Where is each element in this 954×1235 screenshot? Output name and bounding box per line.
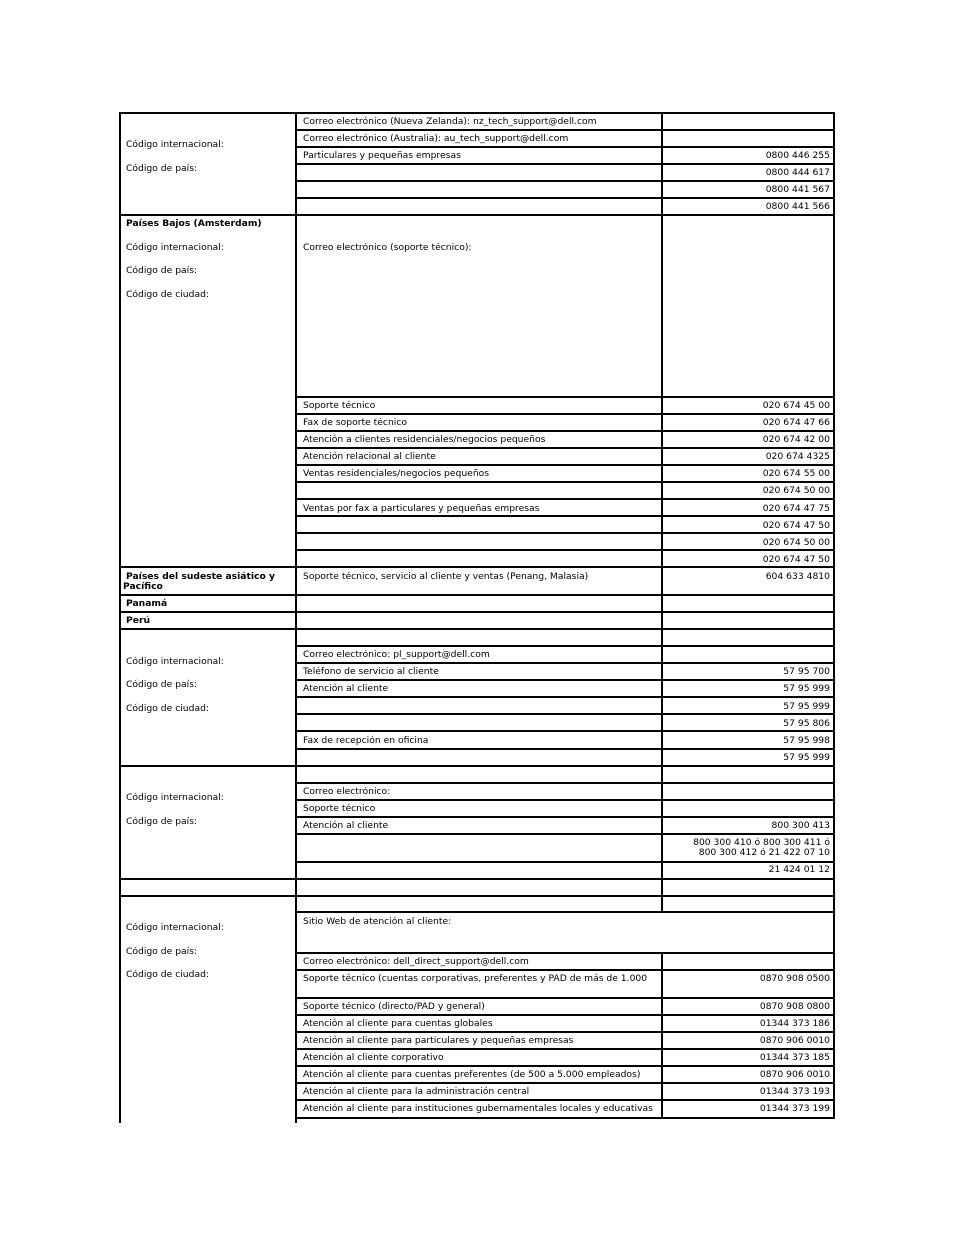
phone-number: 0800 444 617 [765, 167, 830, 178]
cell-separator [295, 532, 835, 534]
row-separator [119, 594, 835, 596]
row-separator [119, 214, 835, 216]
table-col-divider-2b [661, 953, 663, 1118]
city-code-label: Código de ciudad: [126, 969, 210, 980]
phone-number: 0870 908 0500 [759, 973, 830, 984]
phone-number: 800 300 412 ó 21 422 07 10 [698, 847, 830, 858]
phone-number: 0800 441 566 [765, 201, 830, 212]
cell-separator [295, 413, 835, 415]
email-uk-link[interactable]: Correo electrónico: dell_direct_support@dell.com [303, 956, 529, 967]
row-label: Ventas residenciales/negocios pequeños [303, 468, 490, 479]
cell-separator [295, 645, 835, 647]
cell-separator [295, 1031, 835, 1033]
cell-separator [295, 396, 835, 398]
cell-separator [295, 662, 835, 664]
cell-separator [295, 146, 835, 148]
phone-number: 01344 373 199 [759, 1103, 830, 1114]
cell-separator [295, 180, 835, 182]
international-code-label: Código internacional: [126, 139, 224, 150]
international-code-label: Código internacional: [126, 242, 224, 253]
phone-number: 0870 906 0010 [759, 1069, 830, 1080]
row-label: Atención al cliente para cuentas preferentes (de 500 a 5.000 empleados) [303, 1069, 641, 1080]
cell-separator [295, 163, 835, 165]
email-support-link[interactable]: Correo electrónico (soporte técnico): [303, 242, 472, 253]
cell-separator [295, 1014, 835, 1016]
phone-number: 020 674 47 50 [762, 554, 830, 565]
row-label: Atención al cliente [303, 820, 389, 831]
cell-separator [295, 481, 835, 483]
country-code-label: Código de país: [126, 946, 198, 957]
country-code-label: Código de país: [126, 265, 198, 276]
phone-number: 020 674 47 75 [762, 503, 830, 514]
email-au-link[interactable]: Correo electrónico (Australia): au_tech_support@dell.com [303, 133, 569, 144]
table-right-border [833, 112, 835, 1119]
row-separator [119, 895, 835, 897]
phone-number: 800 300 410 ó 800 300 411 ó [693, 837, 830, 848]
phone-number: 0800 446 255 [765, 150, 830, 161]
row-label: Soporte técnico, servicio al cliente y ventas (Penang, Malasia) [303, 571, 589, 582]
phone-number: 020 674 50 00 [762, 485, 830, 496]
row-label: Atención al cliente corporativo [303, 1052, 444, 1063]
country-code-label: Código de país: [126, 163, 198, 174]
cell-separator [295, 430, 835, 432]
phone-number: 01344 373 185 [759, 1052, 830, 1063]
cell-separator [295, 730, 835, 732]
city-code-label: Código de ciudad: [126, 289, 210, 300]
cell-separator [295, 799, 835, 801]
row-separator [119, 566, 835, 568]
cell-separator [295, 816, 835, 818]
phone-number: 0870 908 0800 [759, 1001, 830, 1012]
cell-separator [295, 969, 835, 971]
cell-separator [295, 1099, 835, 1101]
cell-separator [295, 748, 835, 750]
cell-separator [295, 197, 835, 199]
row-label: Atención al cliente para la administración central [303, 1086, 530, 1097]
phone-number: 020 674 4325 [765, 451, 830, 462]
row-separator [119, 628, 835, 630]
row-label: Soporte técnico [303, 400, 376, 411]
row-label: Particulares y pequeñas empresas [303, 150, 461, 161]
row-label: Ventas por fax a particulares y pequeñas empresas [303, 503, 540, 514]
cell-separator [295, 129, 835, 131]
city-code-label: Código de ciudad: [126, 703, 210, 714]
phone-number: 57 95 700 [783, 666, 830, 677]
phone-number: 020 674 45 00 [762, 400, 830, 411]
phone-number: 800 300 413 [771, 820, 830, 831]
phone-number: 57 95 999 [783, 683, 830, 694]
cell-separator [295, 464, 835, 466]
cell-separator [295, 911, 835, 913]
row-label: Atención al cliente [303, 683, 389, 694]
table-col-divider-2 [661, 112, 663, 911]
row-label: Atención al cliente para cuentas globales [303, 1018, 493, 1029]
email-link[interactable]: Correo electrónico: [303, 786, 391, 797]
phone-number: 0800 441 567 [765, 184, 830, 195]
country-code-label: Código de país: [126, 816, 198, 827]
phone-number: 020 674 47 66 [762, 417, 830, 428]
cell-separator [295, 713, 835, 715]
cell-separator [295, 515, 835, 517]
cell-separator [295, 447, 835, 449]
row-separator [119, 611, 835, 613]
cell-separator [295, 1082, 835, 1084]
cell-separator [295, 952, 835, 954]
row-label: Soporte técnico (cuentas corporativas, preferentes y PAD de más de 1.000 [303, 973, 648, 984]
phone-number: 57 95 998 [783, 735, 830, 746]
phone-number: 21 424 01 12 [768, 864, 830, 875]
phone-number: 020 674 47 50 [762, 520, 830, 531]
cell-separator [295, 498, 835, 500]
email-nz-link[interactable]: Correo electrónico (Nueva Zelanda): nz_tech_support@dell.com [303, 116, 597, 127]
phone-number: 0870 906 0010 [759, 1035, 830, 1046]
country-code-label: Código de país: [126, 679, 198, 690]
cell-separator [295, 782, 835, 784]
row-label: Fax de recepción en oficina [303, 735, 429, 746]
row-separator [119, 765, 835, 767]
row-label: Atención relacional al cliente [303, 451, 436, 462]
international-code-label: Código internacional: [126, 922, 224, 933]
row-separator [119, 878, 835, 880]
international-code-label: Código internacional: [126, 656, 224, 667]
table-col-divider-1 [295, 112, 297, 1123]
phone-number: 01344 373 186 [759, 1018, 830, 1029]
cell-separator [295, 1065, 835, 1067]
phone-number: 604 633 4810 [765, 571, 830, 582]
international-code-label: Código internacional: [126, 792, 224, 803]
cell-separator [295, 549, 835, 551]
website-link[interactable]: Sitio Web de atención al cliente: [303, 916, 452, 927]
country-name: Países del sudeste asiático y [126, 571, 275, 582]
cell-separator [295, 696, 835, 698]
email-pl-link[interactable]: Correo electrónico: pl_support@dell.com [303, 649, 490, 660]
cell-separator [295, 997, 835, 999]
cell-separator [295, 833, 835, 835]
phone-number: 57 95 999 [783, 752, 830, 763]
row-label: Atención a clientes residenciales/negocios pequeños [303, 434, 546, 445]
row-label: Fax de soporte técnico [303, 417, 407, 428]
phone-number: 57 95 806 [783, 718, 830, 729]
row-label: Teléfono de servicio al cliente [303, 666, 439, 677]
phone-number: 020 674 50 00 [762, 537, 830, 548]
row-label: Atención al cliente para instituciones gubernamentales locales y educativas [303, 1103, 653, 1114]
phone-number: 57 95 999 [783, 701, 830, 712]
country-name: Panamá [126, 598, 168, 609]
row-label: Atención al cliente para particulares y pequeñas empresas [303, 1035, 574, 1046]
phone-number: 020 674 55 00 [762, 468, 830, 479]
country-name-continued: Pacífico [123, 581, 163, 592]
cell-separator [295, 1048, 835, 1050]
phone-number: 020 674 42 00 [762, 434, 830, 445]
row-label: Soporte técnico (directo/PAD y general) [303, 1001, 485, 1012]
table-left-border [119, 112, 121, 1123]
cell-separator [295, 679, 835, 681]
cell-separator [295, 1117, 835, 1119]
country-name: Países Bajos (Amsterdam) [126, 218, 262, 229]
row-label: Soporte técnico [303, 803, 376, 814]
cell-separator [295, 861, 835, 863]
phone-number: 01344 373 193 [759, 1086, 830, 1097]
country-name: Perú [126, 615, 151, 626]
row-separator [119, 112, 835, 114]
